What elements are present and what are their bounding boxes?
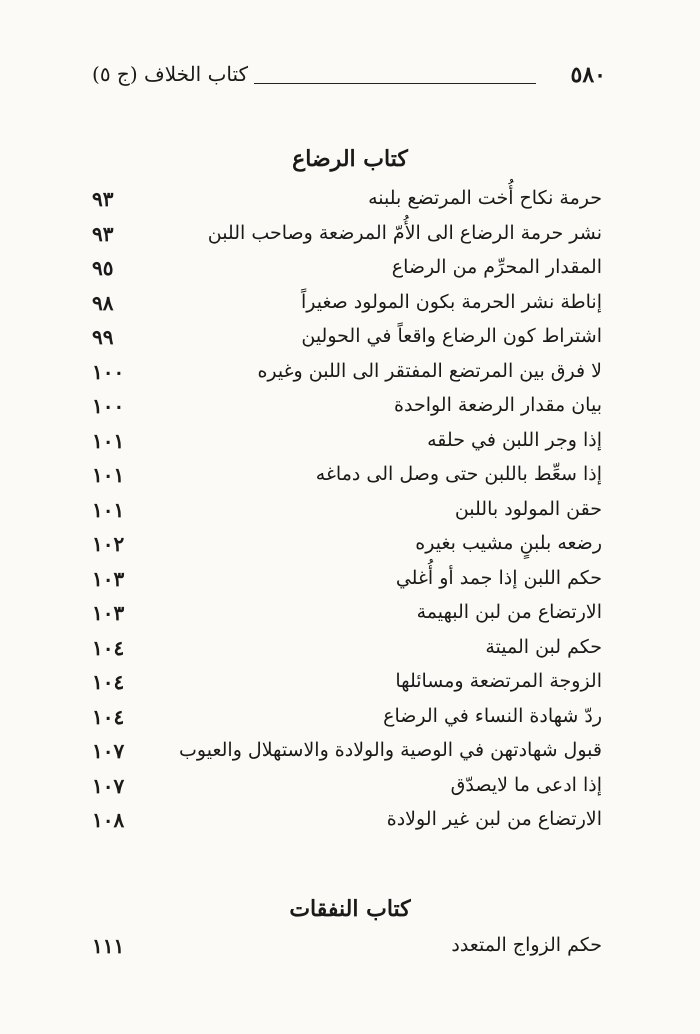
toc-entry [92,532,602,566]
toc-entry [92,325,602,359]
entry-page-number: ١٠٣ [92,601,125,625]
entry-page-number: ١٠٠ [92,360,125,384]
toc-entry [92,360,602,394]
entry-topic: نشر حرمة الرضاع الى الأُمّ المرضعة وصاحب اللبن [207,222,602,244]
toc-entry [92,934,602,968]
toc-entry [92,774,602,808]
running-title: كتاب الخلاف (ج ٥) [92,62,249,86]
toc-entry [92,498,602,532]
entry-topic: حرمة نكاح أُخت المرتضع بلبنه [368,187,602,209]
entry-page-number: ١٠١ [92,463,125,487]
entry-topic: بيان مقدار الرضعة الواحدة [394,394,602,416]
entry-page-number: ٩٣ [92,187,114,211]
toc-entry [92,187,602,221]
entry-topic: الارتضاع من لبن غير الولادة [386,808,602,830]
entry-topic: حكم لبن الميتة [485,636,602,658]
header-rule [254,83,536,84]
toc-entry [92,222,602,256]
entry-topic: ردّ شهادة النساء في الرضاع [383,705,602,727]
toc-entry [92,394,602,428]
entry-page-number: ٩٥ [92,256,114,280]
entry-page-number: ٩٨ [92,291,114,315]
toc-entry [92,291,602,325]
entry-topic: الارتضاع من لبن البهيمة [416,601,602,623]
toc-entry [92,739,602,773]
toc-entry [92,670,602,704]
entry-page-number: ١٠١ [92,498,125,522]
entry-page-number: ١٠٨ [92,808,125,832]
toc-entry [92,463,602,497]
toc-entry [92,636,602,670]
toc-entry [92,601,602,635]
entry-topic: إذا وجر اللبن في حلقه [427,429,602,451]
toc-entry [92,567,602,601]
entry-topic: إذا ادعى ما لايصدّق [450,774,602,796]
entry-page-number: ١١١ [92,934,125,958]
section-title: كتاب النفقات [289,896,411,922]
entry-topic: إناطة نشر الحرمة بكون المولود صغيراً [300,291,602,313]
entry-page-number: ١٠٧ [92,739,125,763]
toc-entry [92,256,602,290]
toc-entry [92,705,602,739]
entry-topic: المقدار المحرِّم من الرضاع [391,256,602,278]
entry-topic: لا فرق بين المرتضع المفتقر الى اللبن وغيره [257,360,602,382]
entry-page-number: ١٠٤ [92,636,125,660]
entry-page-number: ٩٩ [92,325,114,349]
entry-page-number: ١٠٢ [92,532,125,556]
entry-topic: حكم الزواج المتعدد [451,934,602,956]
entry-topic: الزوجة المرتضعة ومسائلها [395,670,602,692]
entry-page-number: ١٠٣ [92,567,125,591]
entry-topic: قبول شهادتهن في الوصية والولادة والاستهلال والعيوب [179,739,602,761]
entry-topic: اشتراط كون الرضاع واقعاً في الحولين [301,325,602,347]
section-title: كتاب الرضاع [292,146,408,172]
entry-page-number: ١٠١ [92,429,125,453]
entry-topic: حكم اللبن إذا جمد أو أُغلي [395,567,602,589]
page-number: ٥٨٠ [570,62,606,88]
entry-topic: حقن المولود باللبن [454,498,602,520]
toc-entry [92,429,602,463]
entry-topic: رضعه بلبنٍ مشيب بغيره [415,532,602,554]
entry-page-number: ٩٣ [92,222,114,246]
entry-topic: إذا سعِّط باللبن حتى وصل الى دماغه [315,463,602,485]
entry-page-number: ١٠٠ [92,394,125,418]
page-header [92,62,606,92]
toc-entry [92,808,602,842]
entry-page-number: ١٠٧ [92,774,125,798]
entry-page-number: ١٠٤ [92,670,125,694]
entry-page-number: ١٠٤ [92,705,125,729]
